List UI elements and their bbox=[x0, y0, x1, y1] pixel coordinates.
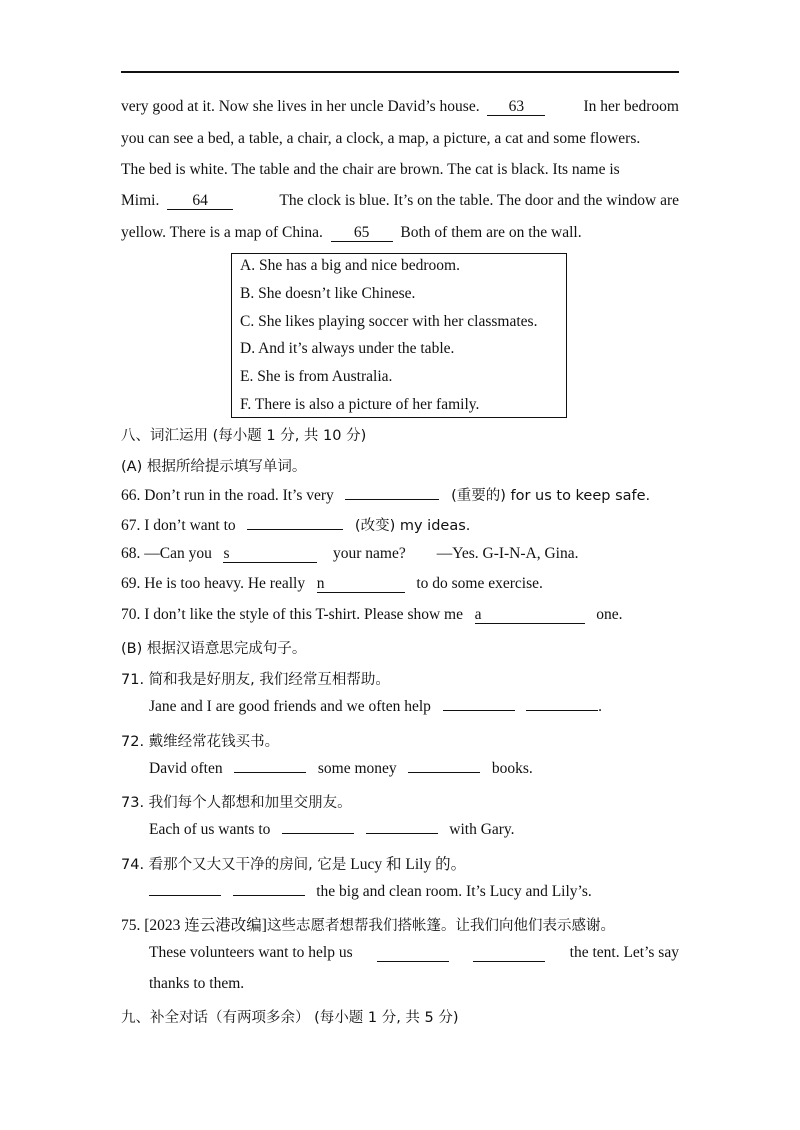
question-75 bbox=[149, 944, 679, 962]
question-text: Lucy 和 Lily 的。 bbox=[350, 856, 467, 873]
question-75-chinese bbox=[121, 913, 615, 935]
option-d: D. And it’s always under the table. bbox=[240, 340, 455, 358]
question-text: Jane and I are good friends and we often help bbox=[149, 698, 431, 715]
answer-blank-75-1[interactable] bbox=[377, 944, 449, 962]
question-73-chinese: 73. 我们每个人都想和加里交朋友。 bbox=[121, 795, 352, 811]
section-8-title: 八、词汇运用 (每小题 1 分, 共 10 分) bbox=[121, 428, 367, 444]
question-text: . bbox=[598, 698, 603, 715]
answer-blank-73-2[interactable] bbox=[366, 833, 438, 834]
passage-line-5 bbox=[121, 224, 582, 242]
passage-text: you can see a bed, a table, a chair, a clock, a map, a picture, a cat and some flowers. bbox=[121, 130, 641, 147]
question-74-chinese bbox=[121, 852, 466, 874]
passage-text: yellow. There is a map of China. bbox=[121, 224, 323, 241]
answer-blank-71-2[interactable] bbox=[526, 710, 598, 711]
question-text: with Gary. bbox=[449, 821, 515, 838]
option-b: B. She doesn’t like Chinese. bbox=[240, 284, 416, 302]
passage-line-1 bbox=[121, 98, 679, 116]
passage-text: Mimi. bbox=[121, 192, 160, 209]
blank-65[interactable]: 65 bbox=[331, 224, 393, 242]
question-67 bbox=[121, 514, 470, 535]
blank-63[interactable]: 63 bbox=[487, 98, 545, 116]
question-75-continued: thanks to them. bbox=[149, 975, 245, 992]
blank-64[interactable]: 64 bbox=[167, 192, 233, 210]
answer-blank-67[interactable] bbox=[247, 529, 343, 530]
passage-line-3 bbox=[121, 161, 679, 179]
option-c: C. She likes playing soccer with her classmates. bbox=[240, 312, 538, 330]
question-72 bbox=[149, 760, 533, 778]
answer-blank-73-1[interactable] bbox=[282, 833, 354, 834]
answer-blank-66[interactable] bbox=[345, 499, 439, 500]
option-a: A. She has a big and nice bedroom. bbox=[240, 257, 460, 274]
passage-text: The bed is white. The table and the chair are brown. The cat is black. Its name is bbox=[121, 161, 620, 178]
answer-blank-74-2[interactable] bbox=[233, 895, 305, 896]
question-text: (改变) my ideas. bbox=[354, 518, 471, 534]
question-text: the tent. Let’s say bbox=[569, 944, 679, 961]
answer-blank-72-1[interactable] bbox=[234, 772, 306, 773]
option-e: E. She is from Australia. bbox=[240, 368, 393, 386]
question-text: the big and clean room. It’s Lucy and Lily’s. bbox=[316, 883, 592, 900]
question-73 bbox=[149, 821, 515, 839]
question-text: (重要的) for us to keep safe. bbox=[451, 488, 651, 504]
question-text: 68. —Can you bbox=[121, 545, 212, 562]
answer-blank-70[interactable]: a bbox=[475, 606, 585, 624]
part-b-title: (B) 根据汉语意思完成句子。 bbox=[121, 641, 307, 657]
answer-blank-68[interactable]: s bbox=[223, 545, 317, 563]
option-f: F. There is also a picture of her family. bbox=[240, 395, 480, 413]
question-text: one. bbox=[596, 606, 623, 623]
question-69 bbox=[121, 575, 543, 593]
question-text: 74. 看那个又大又干净的房间, 它是 bbox=[121, 857, 347, 873]
question-text: your name? bbox=[332, 545, 406, 562]
question-74 bbox=[149, 883, 592, 901]
question-source: 75. [2023 连云港改编] bbox=[121, 917, 267, 934]
answer-blank-72-2[interactable] bbox=[408, 772, 480, 773]
question-68 bbox=[121, 545, 579, 563]
question-70 bbox=[121, 606, 623, 624]
passage-line-4 bbox=[121, 192, 679, 210]
answer-blank-75-2[interactable] bbox=[473, 944, 545, 962]
question-66 bbox=[121, 484, 650, 505]
question-text: books. bbox=[491, 760, 533, 777]
question-text: 70. I don’t like the style of this T-shirt. Please show me bbox=[121, 606, 463, 623]
question-72-chinese: 72. 戴维经常花钱买书。 bbox=[121, 734, 280, 750]
question-text: to do some exercise. bbox=[416, 575, 543, 592]
answer-blank-69[interactable]: n bbox=[317, 575, 405, 593]
options-box bbox=[231, 253, 567, 418]
part-a-title: (A) 根据所给提示填写单词。 bbox=[121, 459, 307, 475]
question-text: —Yes. G-I-N-A, Gina. bbox=[436, 545, 579, 562]
header-rule bbox=[121, 71, 679, 73]
answer-blank-74-1[interactable] bbox=[149, 895, 221, 896]
passage-text: very good at it. Now she lives in her uncle David’s house. bbox=[121, 98, 480, 115]
passage-text: The clock is blue. It’s on the table. The door and the window are bbox=[279, 192, 679, 209]
section-9-title: 九、补全对话（有两项多余） (每小题 1 分, 共 5 分) bbox=[121, 1010, 459, 1026]
question-text: 这些志愿者想帮我们搭帐篷。让我们向他们表示感谢。 bbox=[266, 918, 615, 934]
question-71 bbox=[149, 698, 602, 716]
passage-text: In her bedroom bbox=[583, 98, 679, 115]
question-text: some money bbox=[317, 760, 397, 777]
question-text: 67. I don’t want to bbox=[121, 517, 236, 534]
question-text: Each of us wants to bbox=[149, 821, 271, 838]
answer-blank-71-1[interactable] bbox=[443, 710, 515, 711]
passage-text: Both of them are on the wall. bbox=[400, 224, 582, 241]
question-text: 66. Don’t run in the road. It’s very bbox=[121, 487, 334, 504]
question-71-chinese: 71. 简和我是好朋友, 我们经常互相帮助。 bbox=[121, 672, 390, 688]
question-text: These volunteers want to help us bbox=[149, 944, 353, 961]
question-text: 69. He is too heavy. He really bbox=[121, 575, 306, 592]
question-text: David often bbox=[149, 760, 223, 777]
passage-line-2 bbox=[121, 130, 679, 148]
